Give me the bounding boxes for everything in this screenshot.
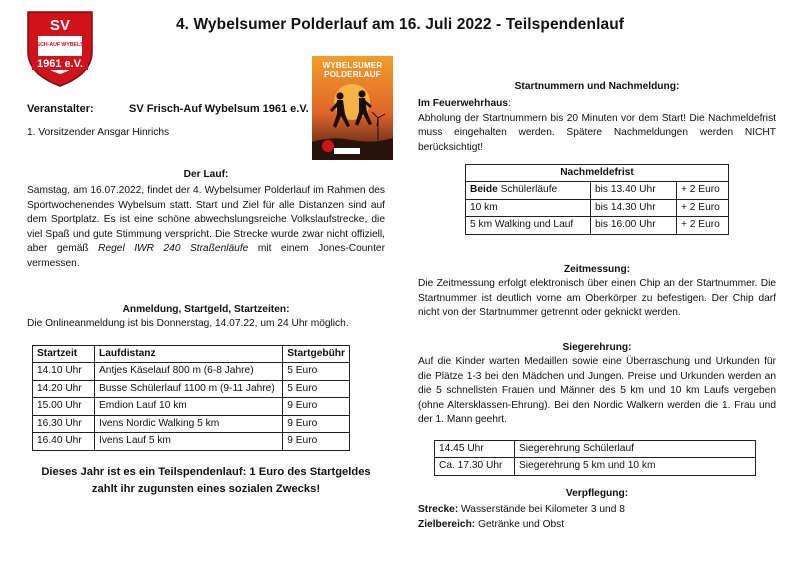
table-row: 16.40 Uhr Ivens Lauf 5 km 9 Euro [33,433,350,450]
awards-section [418,341,776,428]
charity-notice [27,464,385,498]
logo-arc-text: FRISCH-AUF WYBELSUM [28,42,92,48]
awards-heading: Siegerehrung: [562,342,632,353]
timing-heading: Zeitmessung: [563,264,631,275]
table-row: 14.10 Uhr Antjes Käselauf 800 m (6-8 Jahre) 5 Euro [33,363,350,380]
registration-section [27,303,385,332]
table-title-row [466,165,729,182]
startnumbers-location: Im Feuerwehrhaus [418,98,509,110]
race-heading: Der Lauf: [183,169,229,180]
charity-line-2: zahlt ihr zugunsten eines sozialen Zwecks! [91,482,321,495]
column-header: Startgebühr [283,346,350,363]
timing-section [418,263,776,321]
startnumbers-section: Startnummern und Nachmeldung: Im Feuerwehrhaus: Abholung der Startnummern bis 20 Minuten vor dem Start! Die Nachmeldefrist muss eingehalten werden. Spätere Nachmeldungen werden NICHT berücksichtigt! [418,80,776,155]
poster-line-2: POLDERLAUF [324,70,381,79]
table-row: 14.45 Uhr Siegerehrung Schülerlauf [435,441,756,458]
poster-line-1: WYBELSUMER [322,61,383,70]
catering-section [418,487,776,532]
organizer-chair: 1. Vorsitzender Ansgar Hinrichs [27,126,170,138]
catering-course: Strecke: Wasserstände bei Kilometer 3 und 8 [418,504,625,516]
registration-heading: Anmeldung, Startgeld, Startzeiten: [122,304,290,315]
organizer-club: SV Frisch-Auf Wybelsum 1961 e.V. [129,103,309,115]
race-text: Samstag, am 16.07.2022, findet der 4. Wybelsumer Polderlauf im Rahmen des Sportwochenendes Wybelsum statt. Start und Ziel für alle Distanzen sind auf dem Sportplatz. Es ist eine schöne abwechslungsreiche Volkslaufstrecke, die viel Spaß und gute Stimmung verspricht. Die Strecke wurde zwar nicht offiziell, aber gemäß Regel IWR 240 Straßenläufe mit einem Jones-Counter vermessen. [27,185,385,269]
table-row: 15.00 Uhr Emdion Lauf 10 km 9 Euro [33,398,350,415]
timing-text: Die Zeitmessung erfolgt elektronisch über einen Chip an der Startnummer. Die Startnummer ist deutlich vorne am Oberkörper zu befestigen. Der Chip darf nicht von der Startnummer getrennt oder geknickt werden. [418,278,776,319]
race-rule-italic: Regel IWR 240 Straßenläufe [98,243,249,255]
logo-year-text: 1961 e.V. [36,58,84,70]
table-row: 14.20 Uhr Busse Schülerlauf 1100 m (9-11 Jahre) 5 Euro [33,380,350,397]
table-row: 5 km Walking und Lauf bis 16.00 Uhr + 2 Euro [466,217,729,234]
awards-table [434,440,756,476]
registration-text: Die Onlineanmeldung ist bis Donnerstag, 14.07.22, um 24 Uhr möglich. [27,318,349,330]
logo-sv-text: SV [49,17,71,34]
catering-finish: Zielbereich: Getränke und Obst [418,518,565,530]
catering-heading: Verpflegung: [565,488,629,499]
organizer-label: Veranstalter: [27,103,94,115]
awards-text: Auf die Kinder warten Medaillen sowie eine Überraschung und Urkunden für die Plätze 1-3 bei den Mädchen und Jungen. Preise und Urkunden werden an die 5 schnellsten Frauen und Männer des 5 km und 10 km Laufs vergeben (ohne Altersklassen-Ehrung). Bei den Nordic Walkern werden die 1. Frau und der 1. Mann geehrt. [418,356,776,426]
page-title: 4. Wybelsumer Polderlauf am 16. Juli 2022 - Teilspendenlauf [175,16,625,33]
column-header: Laufdistanz [95,346,283,363]
column-header: Startzeit [33,346,95,363]
start-times-table [32,345,350,451]
late-registration-title: Nachmeldefrist [466,165,729,182]
late-registration-table [465,164,729,235]
organizer-block [27,102,385,140]
table-row: Ca. 17.30 Uhr Siegerehrung 5 km und 10 km [435,458,756,475]
startnumbers-heading: Startnummern und Nachmeldung: [514,81,680,92]
table-row: Beide Schülerläufe bis 13.40 Uhr + 2 Euro [466,182,729,199]
startnumbers-text: Abholung der Startnummern bis 20 Minuten vor dem Start! Die Nachmeldefrist muss eingehalten werden. Spätere Nachmeldungen werden NICHT berücksichtigt! [418,112,776,153]
charity-line-1: Dieses Jahr ist es ein Teilspendenlauf: 1 Euro des Startgeldes [41,466,371,478]
table-row: 10 km bis 14.30 Uhr + 2 Euro [466,199,729,216]
table-header-row [33,346,350,363]
table-row: 16.30 Uhr Ivens Nordic Walking 5 km 9 Euro [33,415,350,432]
race-section [27,168,385,271]
